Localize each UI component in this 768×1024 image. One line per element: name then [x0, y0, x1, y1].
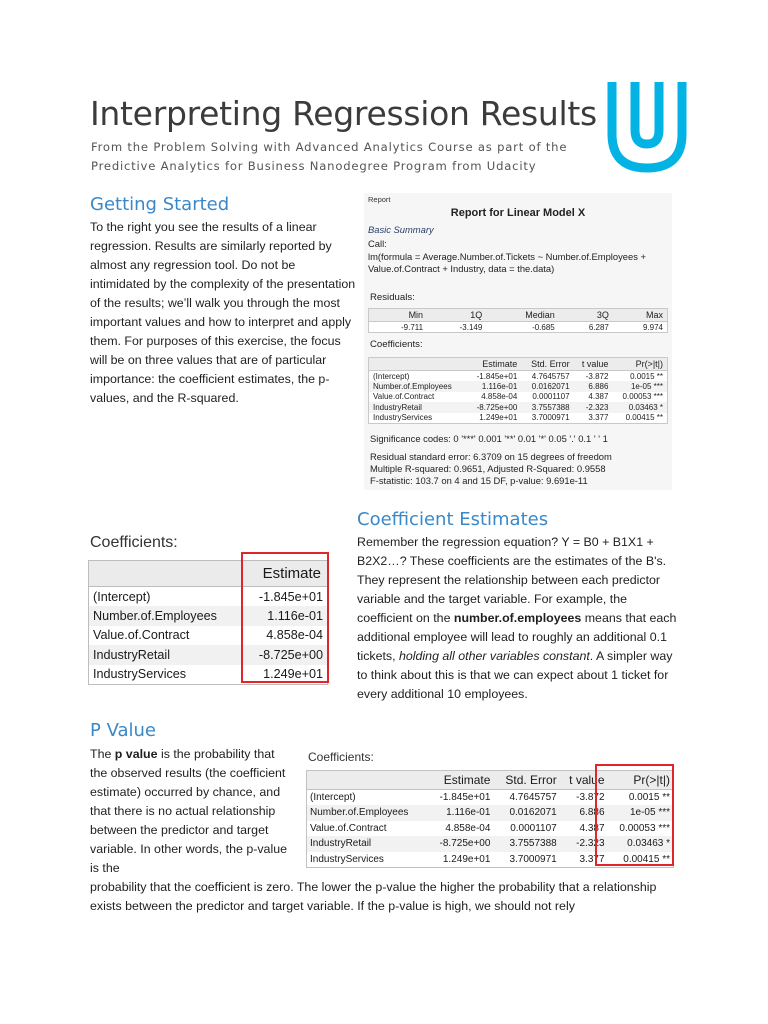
report-header: Report [368, 195, 391, 204]
residual-header: Max [613, 309, 667, 322]
subtitle-line-1: From the Problem Solving with Advanced Analytics Course as part of the [91, 140, 568, 154]
coef-name: Value.of.Contract [93, 628, 190, 643]
empty-header [89, 561, 243, 587]
residual-value: -9.711 [400, 322, 424, 332]
subtitle-line-2: Predictive Analytics for Business Nanodegree Program from Udacity [91, 159, 537, 173]
coef-name: IndustryServices [93, 667, 187, 682]
p-value-body-2: probability that the coefficient is zero. The lower the p-value the higher the probability that a relationship exists between the predictor and target variable. If the p-value is high, we should not rely [90, 880, 657, 913]
coef-t-value: 6.886 [574, 381, 613, 392]
coef-name: Number.of.Employees [307, 805, 428, 821]
table-row [369, 392, 667, 403]
coef-header: Std. Error [493, 771, 559, 790]
figure-label: Coefficients: [308, 750, 374, 764]
residuals-label: Residuals: [370, 292, 415, 303]
coef-p-value: 0.00415 ** [623, 853, 670, 865]
coef-estimate: 1.249e+01 [442, 853, 491, 865]
coef-p-value: 1e-05 *** [608, 805, 673, 821]
coef-std-error: 3.7000971 [509, 853, 557, 865]
report-panel [364, 193, 672, 490]
call-label: Call: [368, 238, 387, 249]
coef-std-error: 3.7000971 [531, 413, 570, 423]
coefficient-estimates-body [357, 533, 679, 704]
significance-codes: Significance codes: 0 '***' 0.001 '**' 0.01 '*' 0.05 '.' 0.1 ' ' 1 [370, 433, 608, 444]
coef-std-error: 3.7557388 [521, 402, 573, 413]
call-formula: lm(formula = Average.Number.of.Tickets ~ Number.of.Employees + Value.of.Contract + Industry, data = the.data) [368, 250, 646, 274]
coef-header: Pr(>|t|) [612, 358, 667, 371]
coef-estimate: 4.858e-04 [445, 822, 491, 834]
body-text: The [90, 747, 115, 761]
coef-std-error: 0.0001107 [532, 392, 570, 402]
coef-p-value: 0.0015 ** [628, 792, 670, 803]
coef-t-value: -3.872 [576, 792, 605, 803]
getting-started-body: To the right you see the results of a linear regression. Results are similarly reported by almost any regression tool. Do not be intimidated by the complexity of the presentation of the results; we’ll walk you through the most important values and how to interpret and apply them. For purposes of this exercise, the focus will be on three values that are of particular importance: the coefficient estimates, the p-values, and the R-squared. [90, 220, 356, 405]
coef-header [307, 771, 428, 790]
coef-estimate: 4.858e-04 [481, 392, 518, 402]
p-value-heading: P Value [90, 720, 157, 741]
body-text: . A simpler way to think about this is that we can expect about 1 ticket for every additional 10 employees. [357, 649, 673, 701]
coef-estimate: 1.116e-01 [467, 381, 522, 392]
coef-header: Estimate [428, 771, 494, 790]
residual-value: -0.685 [532, 322, 555, 332]
table-row [369, 413, 667, 424]
p-value-figure [300, 744, 678, 870]
coef-estimate: 1.249e+01 [479, 413, 518, 423]
estimate-highlight-box [241, 552, 329, 683]
coef-p-value: 0.00415 ** [625, 413, 663, 423]
coef-t-value: 6.886 [560, 805, 608, 821]
coef-estimate: -8.725e+00 [428, 836, 494, 852]
coef-header: Pr(>|t|) [608, 771, 673, 790]
coef-t-value: -2.323 [574, 402, 613, 413]
report-footer [370, 451, 612, 487]
report-title: Report for Linear Model X [450, 207, 586, 219]
coef-name: IndustryRetail [369, 402, 467, 413]
estimate-header: Estimate [243, 561, 327, 587]
coefficient-estimates-heading: Coefficient Estimates [357, 509, 549, 530]
footer-line: Residual standard error: 6.3709 on 15 degrees of freedom [370, 451, 612, 462]
coef-name: Value.of.Contract [373, 392, 435, 402]
page-subtitle [91, 138, 591, 176]
coef-std-error: 4.7645757 [509, 792, 557, 803]
getting-started-heading: Getting Started [90, 194, 230, 215]
residuals-table [368, 308, 668, 333]
coef-std-error: 0.0001107 [510, 822, 557, 834]
coef-p-value: 0.00053 *** [622, 392, 663, 402]
body-italic: holding all other variables constant [399, 649, 590, 663]
p-value-highlight-box [595, 764, 674, 866]
page-title: Interpreting Regression Results [90, 94, 597, 133]
coef-p-value: 0.0015 ** [630, 371, 663, 381]
coef-name: IndustryRetail [89, 645, 243, 665]
figure-label: Coefficients: [90, 534, 178, 551]
coef-estimate: 1.116e-01 [428, 805, 494, 821]
footer-line: Multiple R-squared: 0.9651, Adjusted R-Squared: 0.9558 [370, 463, 606, 474]
residual-value: 6.287 [588, 322, 609, 332]
body-bold: number.of.employees [453, 611, 582, 625]
coef-t-value: -3.872 [585, 371, 609, 381]
coef-name: IndustryRetail [307, 836, 428, 852]
report-coefficients-table [368, 357, 668, 424]
call-block [368, 238, 668, 276]
coef-estimate: 1.116e-01 [243, 606, 327, 626]
coef-name: Number.of.Employees [89, 606, 243, 626]
coef-p-value: 0.00053 *** [619, 822, 670, 834]
coef-std-error: 0.0162071 [493, 805, 559, 821]
residual-value: 9.974 [642, 322, 663, 332]
coef-t-value: 4.387 [588, 392, 609, 402]
coef-std-error: 0.0162071 [521, 381, 573, 392]
body-text: means that each additional employee will lead to roughly an additional 0.1 tickets, [357, 611, 677, 663]
coef-header: t value [574, 358, 613, 371]
coef-name: (Intercept) [93, 589, 151, 604]
coef-t-value: 3.377 [588, 413, 609, 423]
coef-estimate: -8.725e+00 [467, 402, 522, 413]
coef-p-value: 0.03463 * [612, 402, 667, 413]
residual-value: -3.149 [459, 322, 483, 332]
coef-std-error: 4.7645757 [531, 371, 570, 381]
coef-p-value: 1e-05 *** [612, 381, 667, 392]
coef-t-value: 3.377 [579, 853, 605, 865]
residual-header: Min [369, 309, 427, 322]
coef-estimate: 4.858e-04 [266, 628, 323, 643]
table-row [369, 381, 667, 392]
coef-header: t value [560, 771, 608, 790]
table-row [369, 402, 667, 413]
coef-estimate: 1.249e+01 [263, 667, 323, 682]
table-row [369, 371, 667, 382]
coef-estimate: -1.845e+01 [258, 589, 323, 604]
coef-header: Estimate [467, 358, 522, 371]
residual-header: 1Q [427, 309, 486, 322]
coef-estimate: -1.845e+01 [476, 371, 518, 381]
coefficients-label: Coefficients: [370, 339, 423, 350]
coef-p-value: 0.03463 * [608, 836, 673, 852]
body-text: Remember the regression equation? Y = B0 + B1X1 + B2X2…? These coefficients are the estimates of the B's. They represent the relationship between each predictor variable and the target variable. For example, the coefficient on the [357, 535, 667, 625]
body-bold: p value [114, 747, 158, 761]
coef-name: (Intercept) [310, 792, 356, 803]
coef-name: IndustryServices [373, 413, 433, 423]
coef-name: Number.of.Employees [369, 381, 467, 392]
residual-header: 3Q [559, 309, 613, 322]
coef-t-value: -2.323 [560, 836, 608, 852]
coef-estimate: -8.725e+00 [243, 645, 327, 665]
udacity-logo-icon [604, 70, 690, 182]
coef-name: Value.of.Contract [310, 822, 387, 834]
coef-std-error: 3.7557388 [493, 836, 559, 852]
p-value-body-1 [90, 745, 290, 878]
coef-header: Std. Error [521, 358, 573, 371]
coef-name: (Intercept) [373, 371, 410, 381]
coef-header [369, 358, 467, 371]
footer-line: F-statistic: 103.7 on 4 and 15 DF, p-value: 9.691e-11 [370, 475, 588, 486]
body-text: is the probability that the observed results (the coefficient estimate) occurred by chance, and that there is no actual relationship between the predictor and target variable. In other words, the p-value is the [90, 747, 287, 875]
coef-estimate: -1.845e+01 [439, 792, 491, 803]
residual-header: Median [486, 309, 558, 322]
basic-summary-label: Basic Summary [368, 224, 434, 235]
coef-t-value: 4.387 [579, 822, 605, 834]
coefficient-estimates-figure [86, 530, 334, 690]
coef-name: IndustryServices [310, 853, 384, 865]
